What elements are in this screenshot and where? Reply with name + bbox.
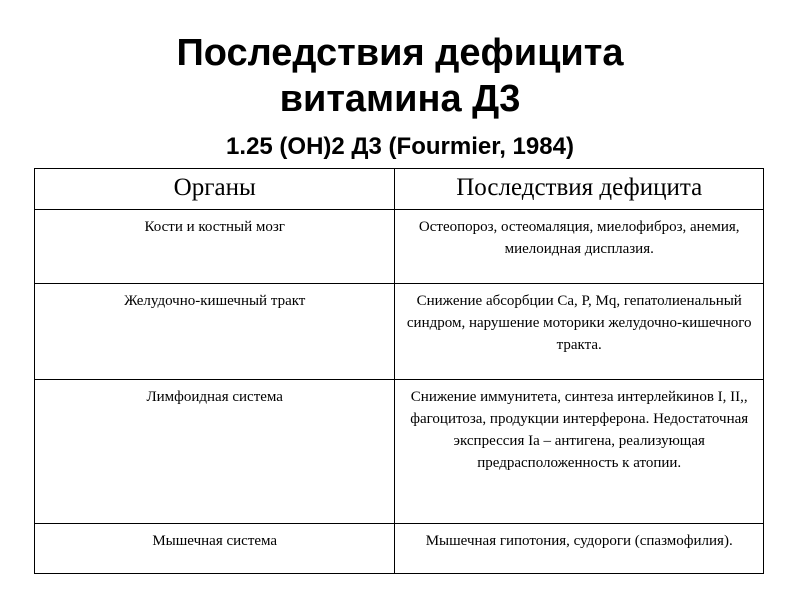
header-consequences: Последствия дефицита <box>395 169 764 210</box>
organ-cell: Лимфоидная система <box>35 380 395 524</box>
subtitle: 1.25 (OH)2 Д3 (Fourmier, 1984) <box>226 133 574 160</box>
effect-cell: Снижение иммунитета, синтеза интерлейкинов I, II,, фагоцитоза, продукции интерферона. Недостаточная экспрессия Ia – антигена, реализующая предрасположенность к атопии. <box>395 380 764 524</box>
effect-cell: Снижение абсорбции Са, Р, Mq, гепатолиенальный синдром, нарушение моторики желудочно-кишечного тракта. <box>395 284 764 380</box>
table-row <box>35 380 764 524</box>
organ-cell: Кости и костный мозг <box>35 210 395 284</box>
table-row <box>35 210 764 284</box>
title-block <box>0 30 800 162</box>
header-organs: Органы <box>35 169 395 210</box>
title-line-1: Последствия дефицита <box>176 32 624 74</box>
effect-cell: Остеопороз, остеомаляция, миелофиброз, анемия, миелоидная дисплазия. <box>395 210 764 284</box>
table-header-row <box>35 169 764 210</box>
deficit-table <box>34 168 764 574</box>
table-row <box>35 524 764 574</box>
table-row <box>35 284 764 380</box>
title-line-2: витамина Д3 <box>279 78 521 120</box>
organ-cell: Мышечная система <box>35 524 395 574</box>
organ-cell: Желудочно-кишечный тракт <box>35 284 395 380</box>
effect-cell: Мышечная гипотония, судороги (спазмофилия). <box>395 524 764 574</box>
